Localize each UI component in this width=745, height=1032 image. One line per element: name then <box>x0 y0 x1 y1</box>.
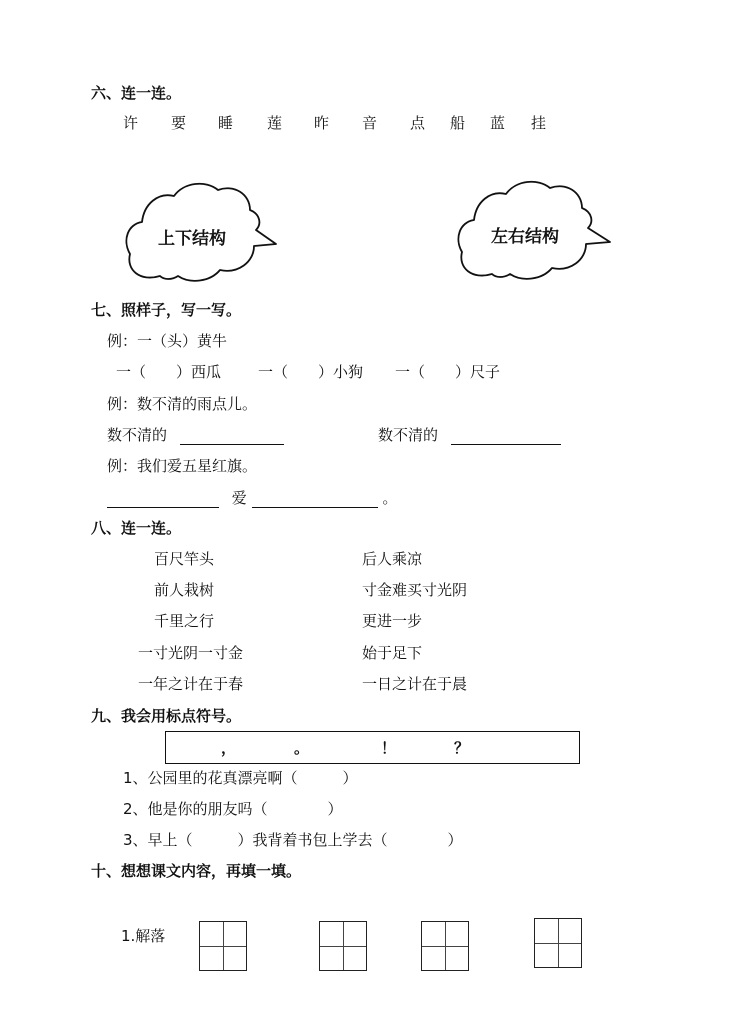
measure-word-item[interactable]: 一（ ）小狗 <box>258 363 364 381</box>
idiom-left[interactable]: 千里之行 <box>154 612 215 630</box>
idiom-right[interactable]: 始于足下 <box>362 644 423 662</box>
section-6-heading: 六、连一连。 <box>91 84 182 102</box>
idiom-right[interactable]: 后人乘凉 <box>362 550 423 568</box>
section-7-heading: 七、照样子，写一写。 <box>91 301 242 319</box>
fill-prefix: 数不清的 <box>378 426 439 444</box>
char-item[interactable]: 昨 <box>314 114 330 132</box>
example-phrase: 例：数不清的雨点儿。 <box>107 395 258 413</box>
example-sentence: 例：我们爱五星红旗。 <box>107 457 258 475</box>
cloud-label-left[interactable]: 上下结构 <box>158 229 226 249</box>
fill-sentence <box>107 488 397 508</box>
measure-word-item[interactable]: 一（ ）西瓜 <box>116 363 222 381</box>
punct-sentence[interactable]: 2、他是你的朋友吗（ ） <box>123 800 343 818</box>
idiom-left[interactable]: 前人栽树 <box>154 581 215 599</box>
char-item[interactable]: 点 <box>410 114 426 132</box>
char-item[interactable]: 音 <box>362 114 378 132</box>
idiom-left[interactable]: 一年之计在于春 <box>138 675 244 693</box>
char-item[interactable]: 许 <box>123 114 139 132</box>
idiom-left[interactable]: 百尺竿头 <box>154 550 215 568</box>
idiom-left[interactable]: 一寸光阴一寸金 <box>138 644 244 662</box>
section-8-heading: 八、连一连。 <box>91 519 182 537</box>
cloud-label-right[interactable]: 左右结构 <box>491 227 559 247</box>
char-item[interactable]: 莲 <box>267 114 283 132</box>
fill-phrase-a <box>107 425 284 445</box>
char-item[interactable]: 船 <box>450 114 466 132</box>
writing-grid-box[interactable] <box>421 921 469 971</box>
idiom-right[interactable]: 寸金难买寸光阴 <box>362 581 468 599</box>
answer-blank[interactable] <box>252 491 378 508</box>
section-10-heading: 十、想想课文内容，再填一填。 <box>91 862 302 880</box>
answer-blank[interactable] <box>451 428 561 445</box>
punct-sentence[interactable]: 3、早上（ ）我背着书包上学去（ ） <box>123 831 463 849</box>
char-item[interactable]: 蓝 <box>490 114 506 132</box>
char-item[interactable]: 睡 <box>218 114 234 132</box>
writing-grid-box[interactable] <box>319 921 367 971</box>
idiom-right[interactable]: 一日之计在于晨 <box>362 675 468 693</box>
love-word: 爱 <box>231 489 247 507</box>
punctuation-box <box>165 731 580 764</box>
answer-blank[interactable] <box>180 428 284 445</box>
punct-sentence[interactable]: 1、公园里的花真漂亮啊（ ） <box>123 769 358 787</box>
char-item[interactable]: 挂 <box>531 114 547 132</box>
answer-blank[interactable] <box>107 491 219 508</box>
char-item[interactable]: 要 <box>171 114 187 132</box>
idiom-right[interactable]: 更进一步 <box>362 612 423 630</box>
punct-comma[interactable]: ， <box>221 739 237 757</box>
measure-word-item[interactable]: 一（ ）尺子 <box>395 363 501 381</box>
period-mark: 。 <box>382 489 398 507</box>
fill-prefix: 数不清的 <box>107 426 168 444</box>
punct-question[interactable]: ？ <box>454 739 470 757</box>
fill-phrase-b <box>378 425 561 445</box>
writing-grid-box[interactable] <box>534 918 582 968</box>
fill-item-label: 1.解落 <box>121 927 166 945</box>
punct-period[interactable]: 。 <box>294 739 310 757</box>
writing-grid-box[interactable] <box>199 921 247 971</box>
section-9-heading: 九、我会用标点符号。 <box>91 707 242 725</box>
example-measure-word: 例：一（头）黄牛 <box>107 332 228 350</box>
punct-exclamation[interactable]: ！ <box>381 739 397 757</box>
